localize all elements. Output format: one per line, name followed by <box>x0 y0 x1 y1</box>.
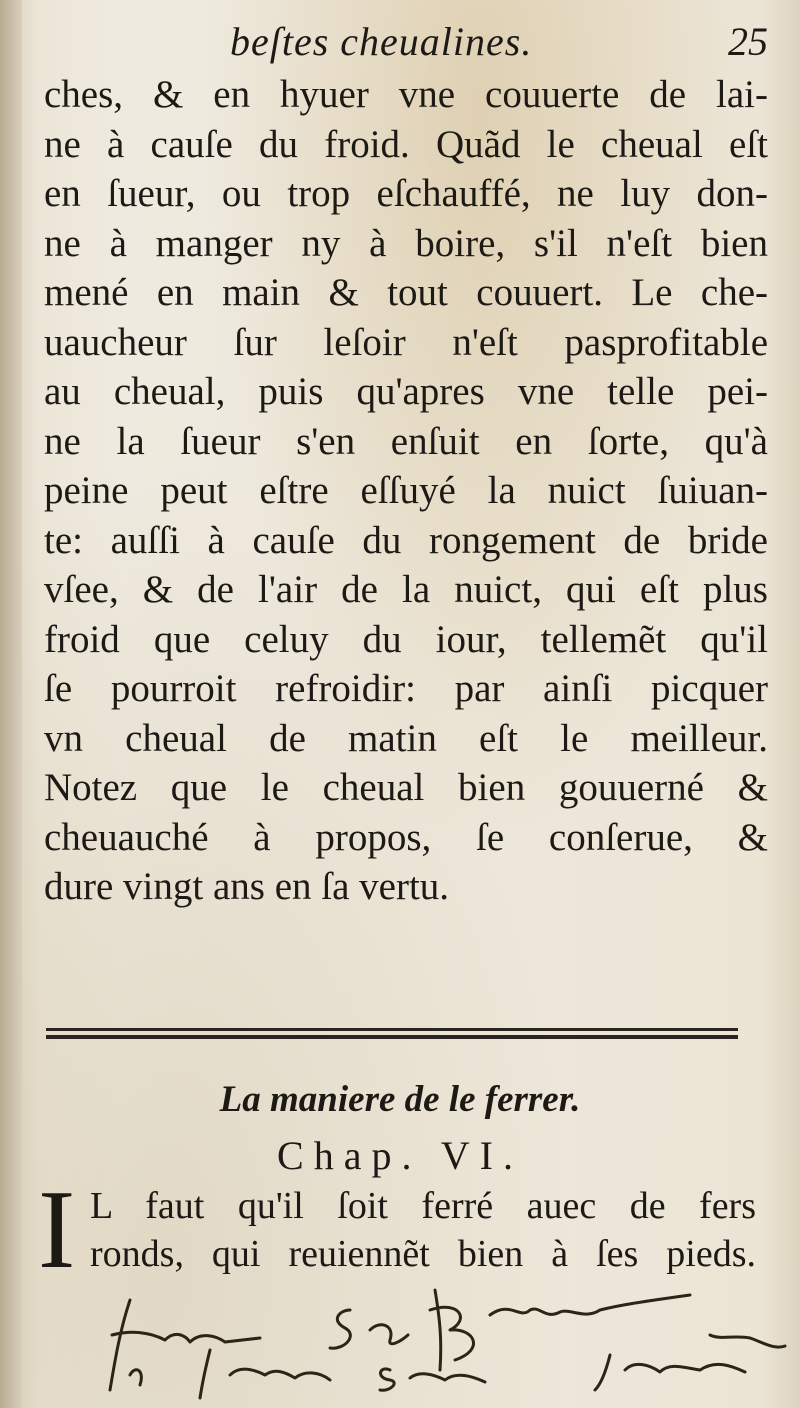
text-line: au cheual, puis qu'apres vne telle pei- <box>44 370 768 413</box>
chapter-heading: Chap. VI. <box>277 1133 523 1178</box>
text-line: en ſueur, ou trop eſchauffé, ne luy don- <box>44 172 768 215</box>
text-line: froid que celuy du iour, tellemẽt qu'il <box>44 617 768 661</box>
chapter-text <box>90 1182 756 1278</box>
text-line: dure vingt ans en ſa vertu. <box>44 865 450 908</box>
text-line: mené en main & tout couuert. Le che- <box>44 271 768 314</box>
text-line: ches, & en hyuer vne couuerte de lai- <box>44 73 768 116</box>
body-text <box>44 70 768 912</box>
text-line: te: auſſi à cauſe du rongement de bride <box>44 518 768 562</box>
text-line: peine peut eſtre eſſuyé la nuict ſuiuan- <box>44 469 768 512</box>
running-title: beſtes cheualines. <box>230 19 533 64</box>
text-line: Notez que le cheual bien gouuerné & <box>44 766 768 809</box>
page-header <box>40 14 770 70</box>
page-number: 25 <box>728 19 768 64</box>
divider-line <box>46 1035 738 1039</box>
text-line: L faut qu'il ſoit ferré auec de fers <box>90 1185 756 1227</box>
text-line: ronds, qui reuiennẽt bien à ſes pieds. <box>90 1233 756 1275</box>
text-line: vſee, & de l'air de la nuict, qui eſt plus <box>44 568 768 611</box>
text-line: ne à manger ny à boire, s'il n'eſt bien <box>44 221 768 265</box>
divider-line <box>46 1028 738 1031</box>
text-line: ne à cauſe du froid. Quãd le cheual eſt <box>44 122 768 166</box>
text-line: uaucheur ſur leſoir n'eſt pasprofitable <box>44 320 768 364</box>
text-line: cheuauché à propos, ſe conſerue, & <box>44 815 768 859</box>
drop-capital: I <box>38 1168 76 1292</box>
handwritten-annotation <box>90 1280 790 1400</box>
text-line: ſe pourroit refroidir: par ainſi picquer <box>44 667 768 710</box>
section-title: La maniere de le ferrer. <box>219 1079 581 1120</box>
text-line: ne la ſueur s'en enſuit en ſorte, qu'à <box>44 419 768 463</box>
section-divider <box>46 1026 738 1044</box>
text-line: vn cheual de matin eſt le meilleur. <box>44 716 768 760</box>
page-gutter <box>0 0 22 1408</box>
